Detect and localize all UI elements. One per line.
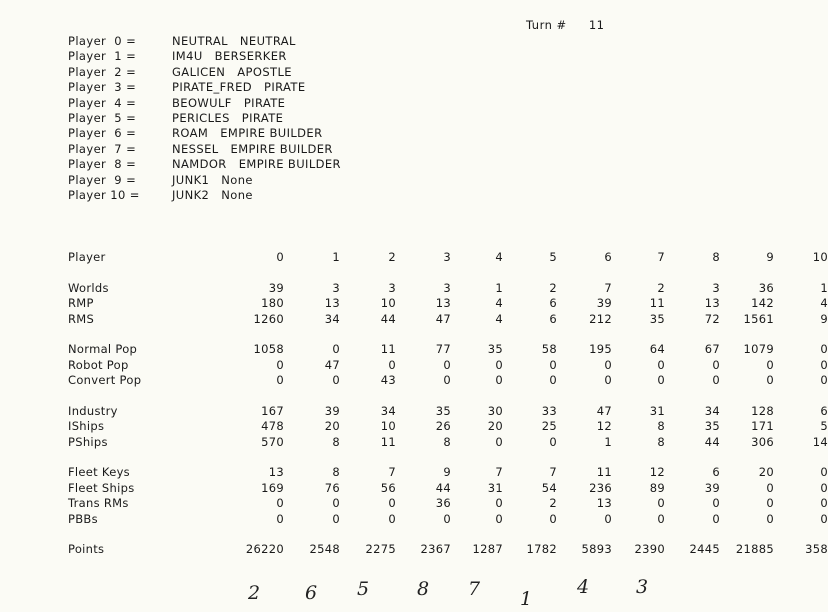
turn-indicator bbox=[526, 18, 604, 32]
section-spacer bbox=[68, 327, 768, 342]
stat-cell: 11 bbox=[380, 342, 396, 356]
player-type: EMPIRE BUILDER bbox=[238, 157, 341, 172]
stat-cell: 0 bbox=[820, 480, 828, 495]
table-row bbox=[68, 296, 828, 312]
stat-cell: 0 bbox=[276, 511, 284, 526]
turn-label: Turn # bbox=[526, 18, 567, 32]
stat-cell: 12 bbox=[649, 465, 665, 479]
stat-cell: 20 bbox=[758, 465, 774, 479]
table-row bbox=[68, 480, 828, 497]
stat-cell: 7 bbox=[495, 465, 503, 479]
player-roster-line bbox=[68, 173, 341, 188]
stat-cell: 11 bbox=[649, 296, 665, 310]
player-prefix: Player 0 = bbox=[68, 34, 137, 48]
stat-cell: 13 bbox=[324, 296, 340, 310]
stat-cell: 12 bbox=[596, 419, 612, 433]
stat-cell: 0 bbox=[276, 357, 284, 372]
stat-cell: 0 bbox=[332, 496, 340, 510]
row-label: Worlds bbox=[68, 280, 109, 295]
player-name: JUNK1 bbox=[172, 172, 210, 187]
stat-cell: 34 bbox=[380, 403, 396, 418]
stat-cell: 0 bbox=[820, 373, 828, 387]
stat-cell: 1561 bbox=[743, 311, 774, 326]
player-roster-line bbox=[68, 188, 341, 203]
player-type: APOSTLE bbox=[237, 64, 292, 79]
stat-cell: 6 bbox=[712, 465, 720, 479]
stat-cell: 2275 bbox=[365, 542, 396, 556]
stat-cell: 2390 bbox=[634, 542, 665, 556]
stat-cell: 2548 bbox=[309, 542, 340, 556]
row-label: RMS bbox=[68, 311, 95, 326]
stat-cell: 0 bbox=[604, 373, 612, 387]
stat-cell: 478 bbox=[261, 419, 284, 433]
row-label: Fleet Keys bbox=[68, 465, 130, 479]
stat-cell: 64 bbox=[649, 342, 665, 356]
player-prefix: Player 3 = bbox=[68, 80, 137, 95]
stat-cell: 4 bbox=[820, 296, 828, 310]
stat-cell: 212 bbox=[589, 311, 612, 326]
stat-cell: 0 bbox=[820, 496, 828, 510]
stat-cell: 1 bbox=[820, 280, 828, 295]
stat-cell: 142 bbox=[751, 296, 774, 310]
stat-cell: 180 bbox=[261, 296, 284, 310]
row-label: Points bbox=[68, 542, 105, 556]
handwritten-rank: 8 bbox=[417, 578, 430, 600]
stat-cell: 3 bbox=[388, 280, 396, 295]
stat-cell: 26220 bbox=[245, 542, 284, 556]
stat-cell: 195 bbox=[589, 342, 612, 356]
stat-cell: 3 bbox=[443, 250, 451, 264]
handwritten-rank: 5 bbox=[357, 578, 370, 600]
stat-cell: 13 bbox=[268, 465, 284, 479]
turn-number: 11 bbox=[588, 18, 605, 32]
stat-cell: 4 bbox=[495, 250, 503, 264]
player-prefix: Player 2 = bbox=[68, 64, 137, 79]
stat-cell: 76 bbox=[324, 480, 340, 495]
player-name: IM4U bbox=[172, 49, 203, 64]
player-type: NEUTRAL bbox=[239, 34, 296, 48]
stat-cell: 13 bbox=[435, 296, 451, 310]
stat-cell: 1287 bbox=[472, 542, 503, 556]
stat-cell: 5893 bbox=[581, 542, 612, 556]
stat-cell: 0 bbox=[443, 373, 451, 387]
stat-cell: 36 bbox=[758, 280, 774, 295]
table-row bbox=[68, 419, 828, 435]
player-prefix: Player 8 = bbox=[68, 157, 137, 172]
table-row bbox=[68, 357, 828, 374]
player-name: NEUTRAL bbox=[172, 34, 228, 48]
table-row bbox=[68, 403, 828, 420]
stat-cell: 2445 bbox=[689, 542, 720, 556]
stat-cell: 0 bbox=[332, 373, 340, 387]
stat-cell: 0 bbox=[495, 511, 503, 526]
player-type: None bbox=[221, 172, 253, 187]
stat-cell: 35 bbox=[435, 403, 451, 418]
stat-cell: 6 bbox=[549, 296, 557, 310]
stat-cell: 171 bbox=[751, 419, 774, 433]
player-roster bbox=[68, 34, 341, 203]
stat-cell: 0 bbox=[657, 357, 665, 372]
stat-cell: 0 bbox=[549, 357, 557, 372]
table-row bbox=[68, 342, 828, 358]
stat-cell: 0 bbox=[604, 357, 612, 372]
stat-cell: 169 bbox=[261, 480, 284, 495]
player-type: None bbox=[221, 187, 253, 202]
stat-cell: 34 bbox=[324, 311, 340, 326]
stat-cell: 9 bbox=[443, 465, 451, 479]
player-name: PERICLES bbox=[172, 110, 230, 125]
table-row bbox=[68, 373, 828, 389]
table-row bbox=[68, 434, 828, 451]
stat-cell: 236 bbox=[589, 480, 612, 495]
stat-cell: 128 bbox=[751, 403, 774, 418]
stat-cell: 7 bbox=[657, 250, 665, 264]
stat-cell: 306 bbox=[751, 434, 774, 449]
stat-cell: 11 bbox=[596, 465, 612, 479]
stat-cell: 44 bbox=[435, 480, 451, 495]
player-roster-line bbox=[68, 34, 341, 49]
stat-cell: 0 bbox=[766, 496, 774, 510]
stat-cell: 0 bbox=[276, 373, 284, 387]
stat-cell: 0 bbox=[495, 496, 503, 510]
stat-cell: 33 bbox=[541, 403, 557, 418]
player-name: ROAM bbox=[172, 126, 209, 141]
handwritten-rank: 3 bbox=[636, 576, 649, 598]
stat-cell: 77 bbox=[435, 342, 451, 356]
player-roster-line bbox=[68, 142, 341, 157]
row-label: Industry bbox=[68, 403, 118, 418]
player-prefix: Player 1 = bbox=[68, 49, 137, 64]
stat-cell: 20 bbox=[487, 419, 503, 433]
stat-cell: 6 bbox=[604, 250, 612, 264]
stat-cell: 39 bbox=[324, 403, 340, 418]
player-name: NAMDOR bbox=[172, 157, 227, 172]
player-name: GALICEN bbox=[172, 64, 226, 79]
stat-cell: 0 bbox=[549, 373, 557, 387]
stat-cell: 30 bbox=[487, 403, 503, 418]
stat-cell: 7 bbox=[549, 465, 557, 479]
stat-cell: 167 bbox=[261, 403, 284, 418]
stat-cell: 0 bbox=[276, 496, 284, 510]
table-row bbox=[68, 311, 828, 328]
row-label: IShips bbox=[68, 419, 105, 433]
stat-cell: 1 bbox=[604, 434, 612, 449]
stat-cell: 0 bbox=[766, 480, 774, 495]
stat-cell: 2 bbox=[657, 280, 665, 295]
player-prefix: Player 7 = bbox=[68, 141, 137, 156]
player-type: EMPIRE BUILDER bbox=[220, 126, 323, 141]
stat-cell: 13 bbox=[704, 296, 720, 310]
stat-cell: 0 bbox=[657, 373, 665, 387]
handwritten-rank: 7 bbox=[468, 578, 481, 600]
stat-cell: 3 bbox=[443, 280, 451, 295]
table-row bbox=[68, 496, 828, 512]
stat-cell: 8 bbox=[332, 465, 340, 479]
stat-cell: 13 bbox=[596, 496, 612, 510]
player-roster-line bbox=[68, 49, 341, 64]
player-type: PIRATE bbox=[241, 110, 284, 125]
stat-cell: 2 bbox=[549, 280, 557, 295]
stat-cell: 0 bbox=[332, 511, 340, 526]
stat-cell: 0 bbox=[766, 511, 774, 526]
stat-cell: 10 bbox=[380, 296, 396, 310]
stat-cell: 34 bbox=[704, 403, 720, 418]
player-prefix: Player 5 = bbox=[68, 110, 137, 125]
table-row bbox=[68, 542, 828, 558]
stat-cell: 8 bbox=[332, 434, 340, 449]
player-roster-line bbox=[68, 65, 341, 80]
stat-cell: 5 bbox=[549, 250, 557, 264]
stat-cell: 570 bbox=[261, 434, 284, 449]
stat-cell: 0 bbox=[495, 357, 503, 372]
stat-cell: 1079 bbox=[743, 342, 774, 356]
stat-cell: 0 bbox=[388, 496, 396, 510]
player-prefix: Player 9 = bbox=[68, 172, 137, 187]
row-label: Trans RMs bbox=[68, 496, 129, 510]
stat-cell: 31 bbox=[487, 480, 503, 495]
row-label: PShips bbox=[68, 434, 108, 449]
stat-cell: 0 bbox=[443, 357, 451, 372]
player-prefix: Player 10 = bbox=[68, 187, 140, 202]
stat-cell: 0 bbox=[495, 373, 503, 387]
stat-cell: 44 bbox=[704, 434, 720, 449]
stat-cell: 0 bbox=[604, 511, 612, 526]
stat-cell: 47 bbox=[324, 357, 340, 372]
stat-cell: 9 bbox=[766, 250, 774, 264]
player-type: PIRATE bbox=[264, 80, 306, 95]
stat-cell: 39 bbox=[268, 280, 284, 295]
stat-cell: 6 bbox=[820, 403, 828, 418]
player-prefix: Player 4 = bbox=[68, 95, 137, 110]
stat-cell: 39 bbox=[596, 296, 612, 310]
player-roster-line bbox=[68, 80, 341, 95]
stat-cell: 44 bbox=[380, 311, 396, 326]
row-label: RMP bbox=[68, 296, 94, 310]
stat-cell: 2 bbox=[388, 250, 396, 264]
stat-cell: 0 bbox=[549, 434, 557, 449]
stat-cell: 35 bbox=[704, 419, 720, 433]
row-label: Robot Pop bbox=[68, 357, 129, 372]
stat-cell: 6 bbox=[549, 311, 557, 326]
handwritten-rankings bbox=[0, 574, 800, 610]
handwritten-rank: 6 bbox=[305, 582, 318, 604]
stat-cell: 10 bbox=[380, 419, 396, 433]
stat-cell: 14 bbox=[812, 434, 828, 449]
stat-cell: 0 bbox=[388, 511, 396, 526]
player-roster-line bbox=[68, 111, 341, 126]
stat-cell: 0 bbox=[388, 357, 396, 372]
stats-table bbox=[68, 250, 828, 558]
row-label: PBBs bbox=[68, 511, 98, 526]
stat-cell: 3 bbox=[712, 280, 720, 295]
handwritten-rank: 4 bbox=[577, 576, 590, 598]
section-spacer bbox=[68, 450, 768, 465]
table-row bbox=[68, 511, 828, 528]
stat-cell: 4 bbox=[495, 311, 503, 326]
stat-cell: 2367 bbox=[420, 542, 451, 556]
stat-cell: 43 bbox=[380, 373, 396, 387]
stat-cell: 1782 bbox=[526, 542, 557, 556]
row-label: Normal Pop bbox=[68, 342, 138, 356]
player-prefix: Player 6 = bbox=[68, 126, 137, 141]
stat-cell: 0 bbox=[766, 357, 774, 372]
stat-cell: 11 bbox=[380, 434, 396, 449]
stat-cell: 39 bbox=[704, 480, 720, 495]
stat-cell: 3 bbox=[332, 280, 340, 295]
stat-cell: 1260 bbox=[253, 311, 284, 326]
stat-cell: 20 bbox=[324, 419, 340, 433]
stat-cell: 9 bbox=[820, 311, 828, 326]
player-roster-line bbox=[68, 157, 341, 172]
section-spacer bbox=[68, 527, 768, 542]
stat-cell: 67 bbox=[704, 342, 720, 356]
handwritten-rank: 1 bbox=[520, 588, 533, 610]
row-label: Player bbox=[68, 250, 106, 264]
stat-cell: 0 bbox=[712, 357, 720, 372]
section-spacer bbox=[68, 389, 768, 404]
stat-cell: 0 bbox=[495, 434, 503, 449]
player-roster-line bbox=[68, 96, 341, 111]
stat-cell: 0 bbox=[332, 342, 340, 356]
stat-cell: 0 bbox=[820, 465, 828, 479]
stat-cell: 47 bbox=[435, 311, 451, 326]
stat-cell: 8 bbox=[712, 250, 720, 264]
stat-cell: 35 bbox=[649, 311, 665, 326]
stat-cell: 0 bbox=[657, 511, 665, 526]
handwritten-rank: 2 bbox=[248, 582, 261, 604]
stat-cell: 1 bbox=[332, 250, 340, 264]
stat-cell: 0 bbox=[276, 250, 284, 264]
stat-cell: 7 bbox=[388, 465, 396, 479]
stat-cell: 89 bbox=[649, 480, 665, 495]
row-label: Fleet Ships bbox=[68, 480, 135, 495]
player-name: NESSEL bbox=[172, 141, 219, 156]
player-type: PIRATE bbox=[243, 95, 286, 110]
stat-cell: 25 bbox=[541, 419, 557, 433]
stat-cell: 0 bbox=[712, 496, 720, 510]
row-label: Convert Pop bbox=[68, 373, 142, 387]
player-type: BERSERKER bbox=[214, 49, 287, 64]
stat-cell: 0 bbox=[443, 511, 451, 526]
stat-cell: 21885 bbox=[735, 542, 774, 556]
player-name: BEOWULF bbox=[172, 95, 232, 110]
stat-cell: 54 bbox=[541, 480, 557, 495]
stat-cell: 1058 bbox=[253, 342, 284, 356]
player-type: EMPIRE BUILDER bbox=[230, 141, 333, 156]
section-spacer bbox=[68, 266, 768, 281]
stat-cell: 26 bbox=[435, 419, 451, 433]
stat-cell: 35 bbox=[487, 342, 503, 356]
stat-cell: 10 bbox=[812, 250, 828, 264]
player-name: PIRATE_FRED bbox=[172, 80, 252, 95]
stat-cell: 4 bbox=[495, 296, 503, 310]
stat-cell: 7 bbox=[604, 280, 612, 295]
stat-cell: 0 bbox=[820, 342, 828, 356]
stat-cell: 0 bbox=[712, 373, 720, 387]
stat-cell: 0 bbox=[766, 373, 774, 387]
player-roster-line bbox=[68, 126, 341, 141]
stat-cell: 8 bbox=[657, 434, 665, 449]
stat-cell: 0 bbox=[820, 357, 828, 372]
stat-cell: 358 bbox=[805, 542, 828, 556]
stat-cell: 8 bbox=[443, 434, 451, 449]
table-header-row bbox=[68, 250, 828, 266]
stat-cell: 31 bbox=[649, 403, 665, 418]
table-row bbox=[68, 465, 828, 481]
stat-cell: 2 bbox=[549, 496, 557, 510]
stat-cell: 1 bbox=[495, 280, 503, 295]
stat-cell: 56 bbox=[380, 480, 396, 495]
stat-cell: 0 bbox=[712, 511, 720, 526]
stat-cell: 0 bbox=[549, 511, 557, 526]
stat-cell: 5 bbox=[820, 419, 828, 433]
stat-cell: 47 bbox=[596, 403, 612, 418]
stat-cell: 8 bbox=[657, 419, 665, 433]
table-row bbox=[68, 280, 828, 297]
player-name: JUNK2 bbox=[172, 187, 210, 202]
stat-cell: 58 bbox=[541, 342, 557, 356]
stat-cell: 72 bbox=[704, 311, 720, 326]
stat-cell: 36 bbox=[435, 496, 451, 510]
stat-cell: 0 bbox=[820, 511, 828, 526]
stat-cell: 0 bbox=[657, 496, 665, 510]
